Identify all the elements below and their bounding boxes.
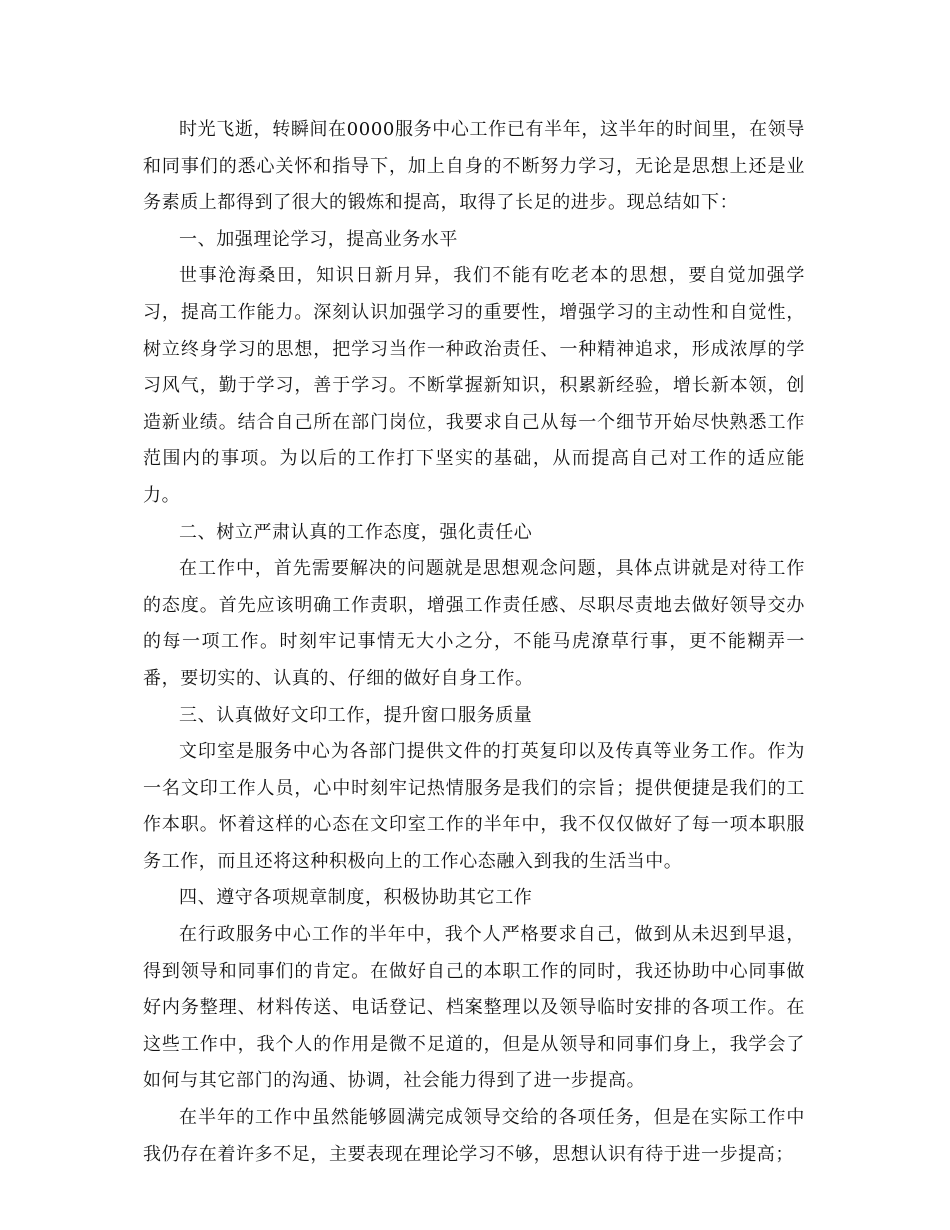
section-heading-1: 一、加强理论学习，提高业务水平 [179, 228, 458, 250]
section-4-paragraph: 在行政服务中心工作的半年中，我个人严格要求自己，做到从未迟到早退，得到领导和同事们的肯定。在做好自己的本职工作的同时，我还协助中心同事做好内务整理、材料传送、电话登记、档案整理以及领导临时安排的各项工作。在这些工作中，我个人的作用是微不足道的，但是从领导和同事们身上，我学会了如何与其它部门的沟通、协调，社会能力得到了进一步提高。 [143, 924, 805, 1092]
section-heading-2: 二、树立严肃认真的工作态度，强化责任心 [179, 521, 533, 543]
section-1-paragraph: 世事沧海桑田，知识日新月异，我们不能有吃老本的思想，要自觉加强学习，提高工作能力。深刻认识加强学习的重要性，增强学习的主动性和自觉性，树立终身学习的思想，把学习当作一种政治责任、一种精神追求，形成浓厚的学习风气，勤于学习，善于学习。不断掌握新知识，积累新经验，增长新本领，创造新业绩。结合自己所在部门岗位，我要求自己从每一个细节开始尽快熟悉工作范围内的事项。为以后的工作打下坚实的基础，从而提高自己对工作的适应能力。 [143, 265, 805, 506]
section-heading-3: 三、认真做好文印工作，提升窗口服务质量 [179, 704, 533, 726]
section-heading-4: 四、遵守各项规章制度，积极协助其它工作 [179, 887, 533, 909]
closing-paragraph: 在半年的工作中虽然能够圆满完成领导交给的各项任务，但是在实际工作中我仍存在着许多不足，主要表现在理论学习不够，思想认识有待于进一步提高； [143, 1107, 805, 1165]
section-3-paragraph: 文印室是服务中心为各部门提供文件的打英复印以及传真等业务工作。作为一名文印工作人员，心中时刻牢记热情服务是我们的宗旨；提供便捷是我们的工作本职。怀着这样的心态在文印室工作的半年中，我不仅仅做好了每一项本职服务工作，而且还将这种积极向上的工作心态融入到我的生活当中。 [143, 741, 805, 872]
document-body [143, 112, 805, 1173]
section-2-paragraph: 在工作中，首先需要解决的问题就是思想观念问题，具体点讲就是对待工作的态度。首先应该明确工作责职，增强工作责任感、尽职尽责地去做好领导交办的每一项工作。时刻牢记事情无大小之分，不能马虎潦草行事，更不能糊弄一番，要切实的、认真的、仔细的做好自身工作。 [143, 558, 805, 689]
intro-paragraph: 时光飞逝，转瞬间在0000服务中心工作已有半年，这半年的时间里，在领导和同事们的悉心关怀和指导下，加上自身的不断努力学习，无论是思想上还是业务素质上都得到了很大的锻炼和提高，取得了长足的进步。现总结如下： [143, 119, 805, 214]
